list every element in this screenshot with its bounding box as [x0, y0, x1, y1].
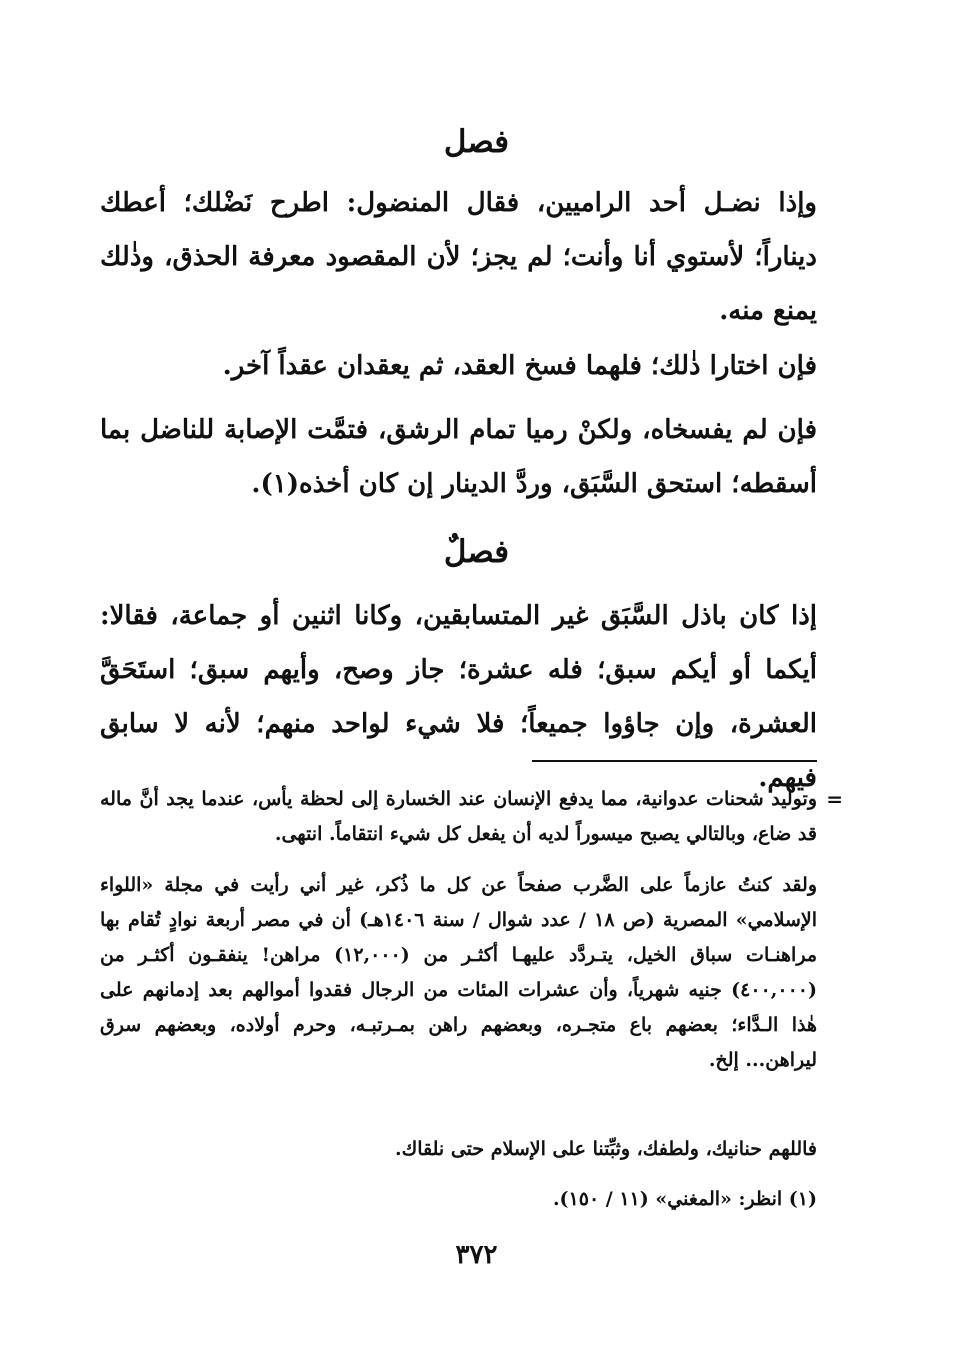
footnote-separator — [532, 760, 817, 762]
footnote-prayer: فاللهم حنانيك، ولطفك، وثبِّتنا على الإسلام حتى نلقاك. — [394, 1138, 817, 1160]
section-heading-2: فصلٌ — [443, 534, 510, 570]
paragraph-4: إذا كان باذل السَّبَق غير المتسابقين، وكانا اثنين أو جماعة، فقالا: أيكما أو أيكم سبق؛ فله عشرة؛ جاز وصح، وأيهم سبق؛ استَحَقَّ العشرة، وإن جاؤوا جميعاً؛ فلا شيء لواحد منهم؛ لأنه لا سابق فيهم. — [100, 601, 817, 793]
section-heading-1: فصل — [443, 124, 510, 160]
footnote-remark: ولقد كنتُ عازماً على الضَّرب صفحاً عن كل ما ذُكر، غير أني رأيت في مجلة «اللواء الإسلامي» المصرية (ص ١٨ / عدد شوال / سنة ١٤٠٦هـ) أن في مصر أربعة نوادٍ تُقام بها مراهنـات سباق الخيل، يتـردَّد عليهـا أكثـر من (١٢,٠٠٠) مراهن! ينفقـون أكثـر من (٤٠٠,٠٠٠) جنيه شهرياً، وأن عشرات المئات من الرجال فقدوا أموالهم بعد إدمانهم على هٰذا الـدَّاء؛ بعضهم باع متجـره، وبعضهم راهن بمـرتبـه، وحرم أولاده، وبعضهم سرق ليراهن... إلخ. — [100, 874, 817, 1071]
paragraph-1: وإذا نضـل أحد الراميين، فقال المنضول: اطرح نَضْلك؛ أعطك ديناراً؛ لأستوي أنا وأنت؛ لم يجز؛ لأن المقصود معرفة الحذق، وذٰلك يمنع منه. — [100, 188, 817, 326]
paragraph-2: فإن اختارا ذٰلك؛ فلهما فسخ العقد، ثم يعقدان عقداً آخر. — [222, 351, 817, 381]
paragraph-3: فإن لم يفسخاه، ولكنْ رميا تمام الرشق، فتمَّت الإصابة للناضل بما أسقطه؛ استحق السَّبَق، وردَّ الدينار إن كان أخذه(١). — [100, 415, 817, 499]
footnote-continuation: وتوليد شحنات عدوانية، مما يدفع الإنسان عند الخسارة إلى لحظة يأس، عندما يجد أنَّ ماله قد ضاع، وبالتالي يصبح ميسوراً لديه أن يفعل كل شيء انتقاماً. انتهى. — [100, 788, 817, 845]
footnote-continuation-marker: = — [826, 787, 843, 811]
footnote-reference: (١) انظر: «المغني» (١١ / ١٥٠). — [552, 1188, 817, 1210]
page-number: ٣٧٢ — [455, 1240, 498, 1270]
